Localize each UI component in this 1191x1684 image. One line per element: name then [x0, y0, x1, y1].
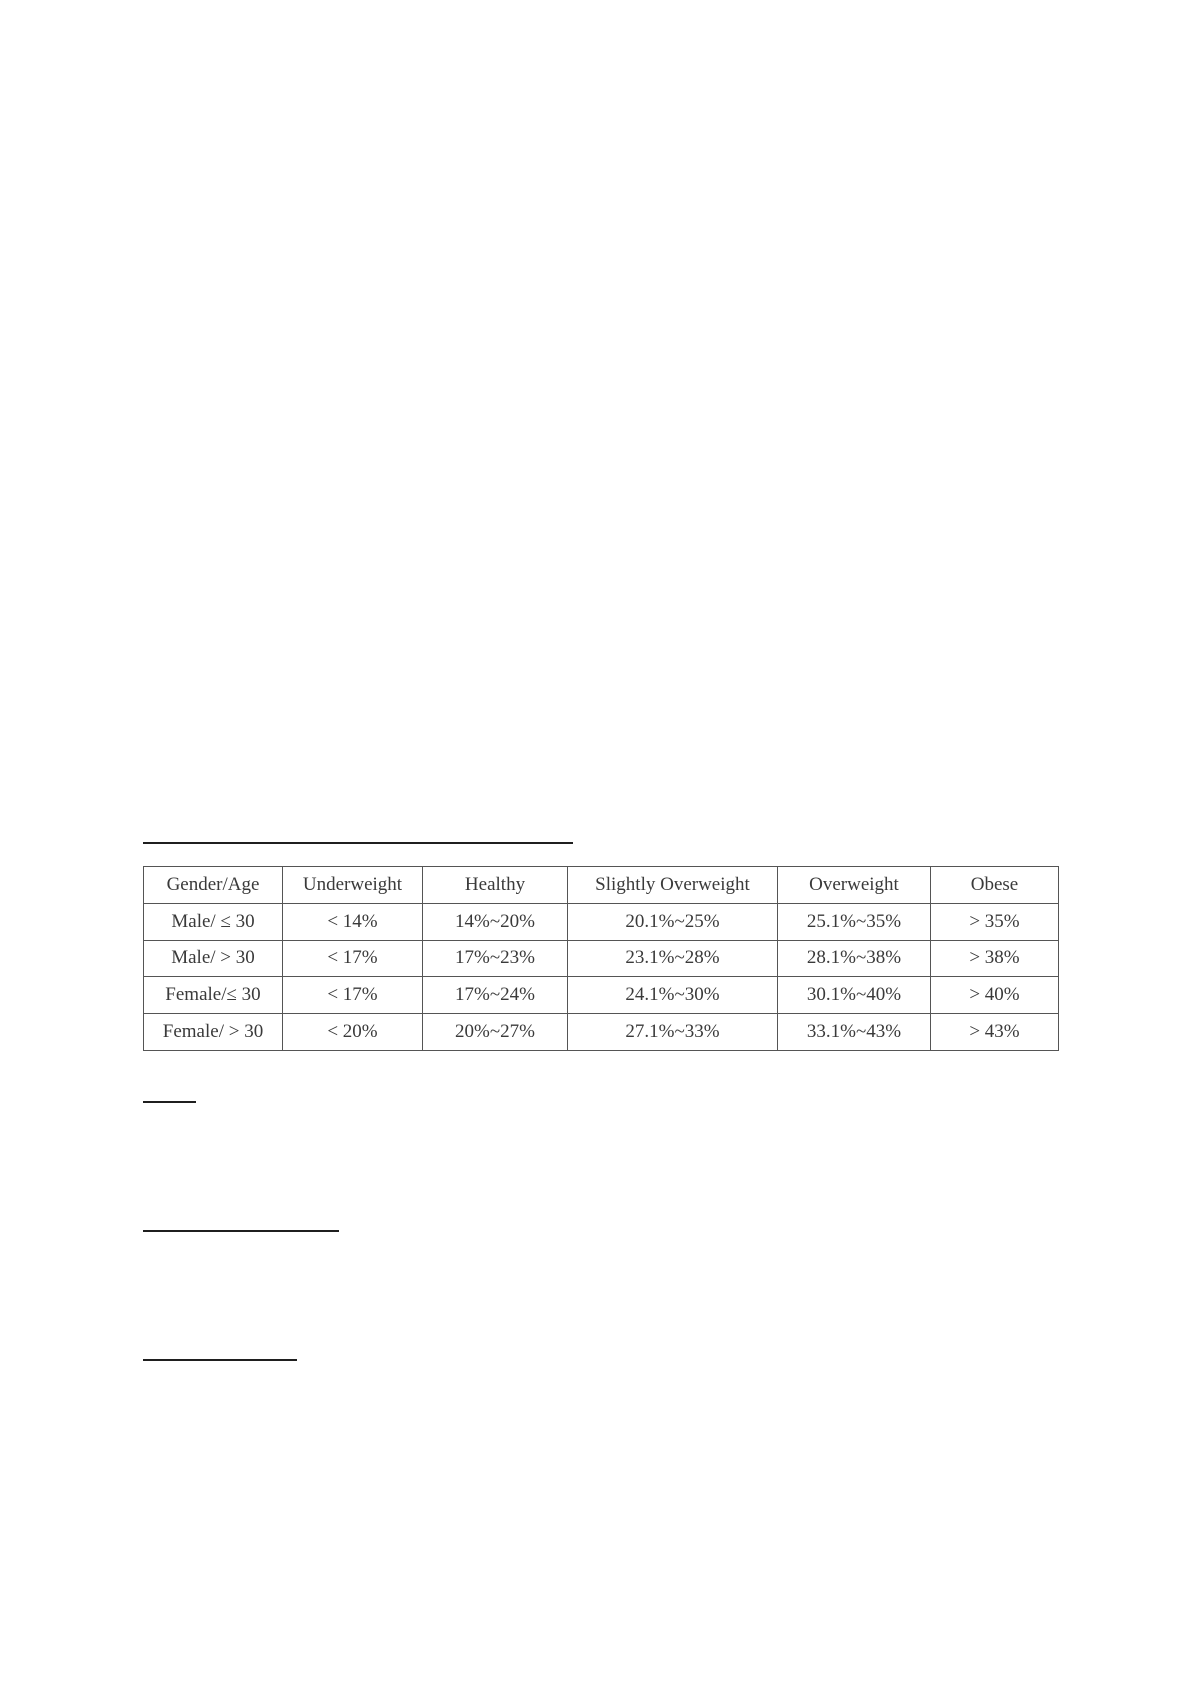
- table-cell: 14%~20%: [423, 903, 568, 940]
- header-overweight: Overweight: [778, 867, 931, 904]
- table-row: [144, 977, 1059, 1014]
- table-cell: 20.1%~25%: [568, 903, 778, 940]
- table-row: [144, 1014, 1059, 1051]
- table-cell: > 38%: [931, 940, 1059, 977]
- table-cell: Female/ > 30: [144, 1014, 283, 1051]
- table-cell: 23.1%~28%: [568, 940, 778, 977]
- table-cell: Male/ > 30: [144, 940, 283, 977]
- table-row: [144, 940, 1059, 977]
- header-gender-age: Gender/Age: [144, 867, 283, 904]
- underlined-heading-rule: [143, 1101, 196, 1103]
- table-cell: > 43%: [931, 1014, 1059, 1051]
- header-underweight: Underweight: [283, 867, 423, 904]
- table-cell: 17%~23%: [423, 940, 568, 977]
- table-cell: < 14%: [283, 903, 423, 940]
- table-cell: Male/ ≤ 30: [144, 903, 283, 940]
- body-fat-classification-table-container: [143, 866, 1058, 1051]
- underlined-heading-rule: [143, 1359, 297, 1361]
- table-cell: > 35%: [931, 903, 1059, 940]
- table-cell: 24.1%~30%: [568, 977, 778, 1014]
- table-cell: 28.1%~38%: [778, 940, 931, 977]
- underlined-heading-rule: [143, 842, 573, 844]
- table-cell: > 40%: [931, 977, 1059, 1014]
- table-cell: 20%~27%: [423, 1014, 568, 1051]
- table-cell: 30.1%~40%: [778, 977, 931, 1014]
- table-header-row: [144, 867, 1059, 904]
- table-cell: 33.1%~43%: [778, 1014, 931, 1051]
- header-slightly-overweight: Slightly Overweight: [568, 867, 778, 904]
- table-cell: < 17%: [283, 977, 423, 1014]
- table-cell: 25.1%~35%: [778, 903, 931, 940]
- header-obese: Obese: [931, 867, 1059, 904]
- body-fat-classification-table: [143, 866, 1059, 1051]
- table-cell: 17%~24%: [423, 977, 568, 1014]
- underlined-heading-rule: [143, 1230, 339, 1232]
- header-healthy: Healthy: [423, 867, 568, 904]
- table-cell: < 20%: [283, 1014, 423, 1051]
- table-cell: 27.1%~33%: [568, 1014, 778, 1051]
- table-cell: < 17%: [283, 940, 423, 977]
- table-row: [144, 903, 1059, 940]
- table-cell: Female/≤ 30: [144, 977, 283, 1014]
